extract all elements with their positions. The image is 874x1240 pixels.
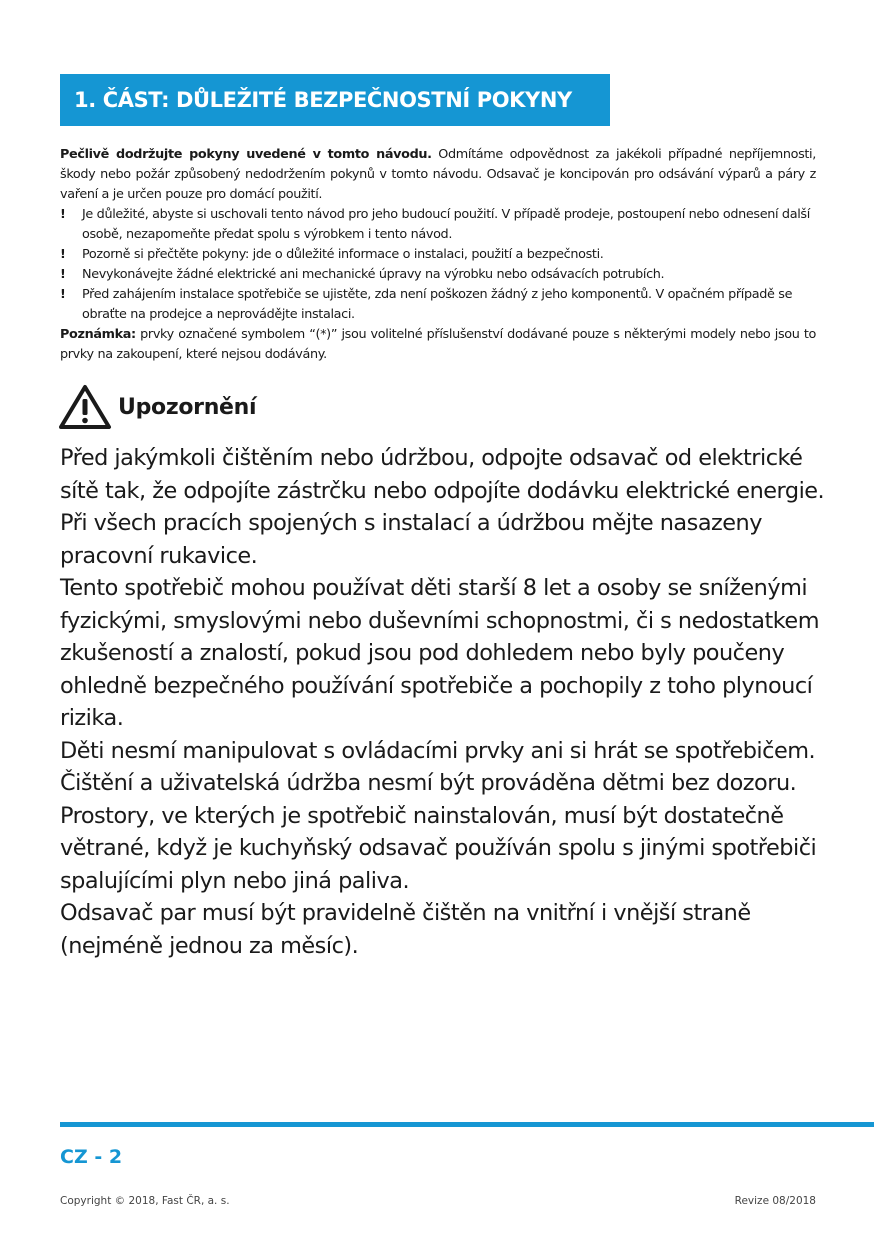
exclamation-icon: !	[60, 287, 66, 302]
intro-lead-bold: Pečlivě dodržujte pokyny uvedené v tomto návodu.	[60, 147, 432, 162]
exclamation-icon: !	[60, 267, 66, 282]
instruction-item	[60, 245, 816, 265]
exclamation-icon: !	[60, 207, 66, 222]
page-number: CZ - 2	[60, 1146, 123, 1168]
instruction-text: Pozorně si přečtěte pokyny: jde o důležité informace o instalaci, použití a bezpečnosti.	[82, 247, 604, 262]
section-title: 1. ČÁST: DŮLEŽITÉ BEZPEČNOSTNÍ POKYNY	[60, 74, 610, 126]
warning-paragraph: Při všech pracích spojených s instalací a údržbou mějte nasazeny pracovní rukavice.	[60, 510, 763, 569]
note-paragraph	[60, 325, 816, 365]
note-text: prvky označené symbolem “(*)” jsou volitelné příslušenství dodávané pouze s některými modely nebo jsou to prvky na zakoupení, které nejsou dodávány.	[60, 327, 816, 362]
note-label: Poznámka:	[60, 327, 136, 342]
instruction-item	[60, 205, 816, 245]
instruction-text: Je důležité, abyste si uschovali tento návod pro jeho budoucí použití. V případě prodeje, postoupení nebo odnesení další osobě, nezapomeňte předat spolu s výrobkem i tento návod.	[82, 207, 810, 242]
instruction-text: Před zahájením instalace spotřebiče se ujistěte, zda není poškozen žádný z jeho komponentů. V opačném případě se obraťte na prodejce a neprovádějte instalaci.	[82, 287, 793, 322]
warning-paragraph: Děti nesmí manipulovat s ovládacími prvky ani si hrát se spotřebičem.	[60, 737, 816, 764]
instruction-item	[60, 265, 816, 285]
warning-title: Upozornění	[118, 394, 257, 420]
revision-label: Revize 08/2018	[734, 1195, 816, 1207]
intro-block	[60, 145, 816, 365]
warning-heading	[58, 382, 256, 432]
warning-triangle-icon	[58, 384, 112, 430]
copyright-notice: Copyright © 2018, Fast ČR, a. s.	[60, 1195, 230, 1207]
instruction-text: Nevykonávejte žádné elektrické ani mechanické úpravy na výrobku nebo odsávacích potrubích.	[82, 267, 665, 282]
warning-paragraph: Tento spotřebič mohou používat děti starší 8 let a osoby se sníženými fyzickými, smyslovými nebo duševními schopnostmi, či s nedostatkem zkušeností a znalostí, pokud jsou pod dohledem nebo byly poučeny ohledně bezpečného používání spotřebiče a pochopily z toho plynoucí rizika.	[60, 575, 820, 731]
footer-divider	[60, 1122, 874, 1127]
warning-paragraph: Prostory, ve kterých je spotřebič nainstalován, musí být dostatečně větrané, když je kuchyňský odsavač používán spolu s jinými spotřebiči spalujícími plyn nebo jiná paliva.	[60, 802, 817, 894]
warning-body	[60, 442, 830, 962]
warning-paragraph: Před jakýmkoli čištěním nebo údržbou, odpojte odsavač od elektrické sítě tak, že odpojíte zástrčku nebo odpojíte dodávku elektrické energie.	[60, 445, 825, 504]
warning-paragraph: Čištění a uživatelská údržba nesmí být prováděna dětmi bez dozoru.	[60, 770, 797, 796]
intro-lead-text: Odmítáme odpovědnost za jakékoli případné nepříjemnosti, škody nebo požár způsobený nedodržením pokynů v tomto návodu. Odsavač je koncipován pro odsávání výparů a páry z vaření a je určen pouze pro domácí použití.	[60, 147, 816, 202]
exclamation-icon: !	[60, 247, 66, 262]
instruction-item	[60, 285, 816, 325]
instruction-list	[60, 205, 816, 325]
warning-paragraph: Odsavač par musí být pravidelně čištěn na vnitřní i vnější straně (nejméně jednou za měsíc).	[60, 900, 751, 959]
intro-paragraph	[60, 145, 816, 205]
